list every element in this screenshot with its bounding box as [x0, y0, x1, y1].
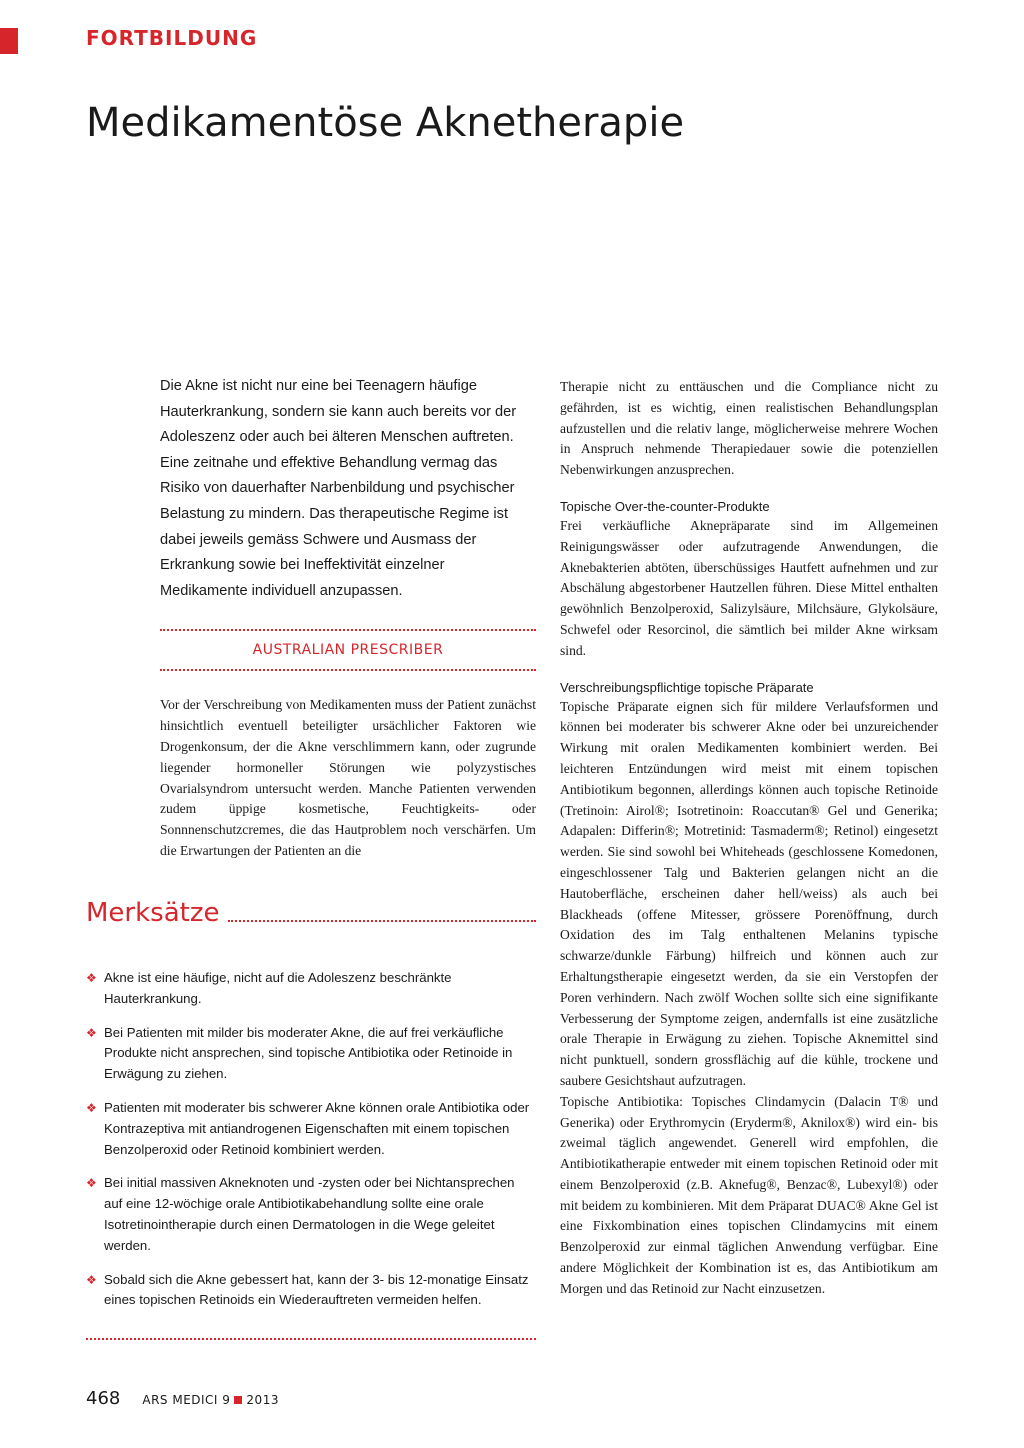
page-number: 468 [86, 1388, 121, 1409]
merksaetze-list [86, 968, 536, 1311]
merksatz-text: Akne ist eine häufige, nicht auf die Adoleszenz beschränkte Hauterkrankung. [104, 970, 452, 1006]
merksatz-text: Bei initial massiven Akneknoten und -zysten oder bei Nichtansprechen auf eine 12-wöchige orale Antibiotikabehandlung sollte eine orale Isotretinointherapie durch einen Dermatologen in die Wege geleitet werden. [104, 1175, 515, 1253]
article-title: Medikamentöse Aknetherapie [86, 100, 685, 146]
right-column [560, 377, 938, 1300]
diamond-bullet-icon: ❖ [86, 971, 97, 985]
journal-year: 2013 [246, 1393, 279, 1407]
merksatz-item [86, 1098, 536, 1160]
merksaetze-header [86, 898, 536, 928]
source-box [160, 629, 536, 671]
merksatz-text: Patienten mit moderater bis schwerer Akne können orale Antibiotika oder Kontrazeptiva mit antiandrogenen Eigenschaften mit einem topischen Benzolperoxid oder Retinoid kombiniert werden. [104, 1099, 530, 1157]
square-separator-icon [234, 1396, 242, 1404]
left-column [160, 374, 536, 862]
merksaetze-bottom-rule [86, 1338, 536, 1340]
diamond-bullet-icon: ❖ [86, 1176, 97, 1191]
lead-paragraph: Die Akne ist nicht nur eine bei Teenagern häufige Hauterkrankung, sondern sie kann auch bereits vor der Adoleszenz oder auch bei älteren Menschen auftreten. Eine zeitnahe und effektive Behandlung vermag das Risiko von dauerhafter Narbenbildung und psychischer Belastung zu mindern. Das therapeutische Regime ist dabei jeweils gemäss Schwere und Ausmass der Erkrankung sowie bei Ineffektivität einzelner Medikamente individuell anzupassen. [160, 378, 517, 599]
journal-name: ARS MEDICI 9 [142, 1393, 231, 1407]
antibiotics-paragraph: Topische Antibiotika: Topisches Clindamycin (Dalacin T® und Generika) oder Erythromycin (Eryderm®, Aknilox®) wird ein- bis zweimal täglich angewendet. Generell wird empfohlen, die Antibiotikatherapie entweder mit einem topischen Retinoid oder mit einem Benzolperoxid (z.B. Aknefug®, Benzac®, Lubexyl®) oder mit beidem zu kombinieren. Mit dem Präparat DUAC® Akne Gel ist eine Fixkombination eines topischen Clindamycins mit einem Benzolperoxid zur einmal täglichen Anwendung verfügbar. Eine andere Möglichkeit der Kombination ist es, das Antibiotikum am Morgen und das Retinoid zur Nacht einzusetzen. [560, 1093, 938, 1296]
page-footer [86, 1388, 279, 1409]
merksatz-item [86, 968, 536, 1010]
dotted-leader [228, 920, 537, 922]
diamond-bullet-icon: ❖ [86, 1100, 97, 1115]
rx-heading: Verschreibungspflichtige topische Präparate [560, 679, 814, 695]
otc-paragraph: Frei verkäufliche Aknepräparate sind im Allgemeinen Reinigungswässer oder aufzutragende Anwendungen, die Aknebakterien abtöten, überschüssiges Hautfett aufnehmen und zur Abschälung abgestorbener Hautzellen führen. Diese Mittel enthalten gewöhnlich Benzolperoxid, Salizylsäure, Milchsäure, Glykolsäure, Schwefel oder Resorcinol, die sämtlich bei milder Akne wirksam sind. [560, 517, 938, 658]
merksatz-text: Bei Patienten mit milder bis moderater Akne, die auf frei verkäufliche Produkte nicht ansprechen, sind topische Antibiotika oder Retinoide in Erwägung zu ziehen. [104, 1024, 513, 1082]
rx-paragraph: Topische Präparate eignen sich für mildere Verlaufsformen und können bei moderater bis schwerer Akne oder bei unzureichender Wirkung mit oralen Medikamenten kombiniert werden. Bei leichteren Entzündungen wird meist mit einem topischen Antibiotikum begonnen, allerdings können auch topische Retinoide (Tretinoin: Airol®; Isotretinoin: Roaccutan® Gel und Generika; Adapalen: Differin®; Motretinid: Tasmaderm®; Retinol) eingesetzt werden. Sie sind sowohl bei Whiteheads (geschlossene Komedonen, eingeschlossener Talg und Bakterien gelangen nicht an die Hautoberfläche, erscheinen daher hell/weiss) als auch bei Blackheads (offene Mitesser, grössere Porenöffnung, durch Oxidation des im Talg enthaltenen Melanins typische schwarze/dunkle Färbung) hilfreich und können auch zur Erhaltungstherapie eingesetzt werden, da sie ein Verstopfen der Poren verhindern. Nach zwölf Wochen sollte sich eine signifikante Verbesserung der Symptome zeigen, andernfalls ist eine zusätzliche orale Therapie in Erwägung zu ziehen. Topische Aknemittel sind nicht punktuell, sondern grossflächig auf die kühle, trockene und saubere Gesichtshaut aufzutragen. [560, 698, 938, 1088]
diamond-bullet-icon: ❖ [86, 1025, 97, 1040]
merksatz-item [86, 1173, 536, 1256]
merksatz-item [86, 1270, 536, 1312]
merksaetze-heading: Merksätze [86, 898, 220, 928]
merksatz-text: Sobald sich die Akne gebessert hat, kann der 3- bis 12-monatige Einsatz eines topischen Retinoids ein Wiederauftreten vermeiden helfen. [104, 1271, 529, 1308]
section-marker [0, 28, 18, 54]
otc-heading: Topische Over-the-counter-Produkte [560, 498, 770, 514]
section-label: FORTBILDUNG [86, 26, 258, 50]
diamond-bullet-icon: ❖ [86, 1272, 97, 1287]
merksaetze-box [86, 898, 536, 1324]
merksatz-item [86, 1023, 536, 1085]
journal-info [142, 1393, 279, 1407]
source-label: AUSTRALIAN PRESCRIBER [252, 642, 444, 659]
continuation-paragraph: Therapie nicht zu enttäuschen und die Compliance nicht zu gefährden, ist es wichtig, einen realistischen Behandlungsplan aufzustellen und die relativ lange, möglicherweise mehrere Wochen in Anspruch nehmende Therapiedauer sowie die potenziellen Nebenwirkungen anzusprechen. [560, 379, 938, 478]
intro-paragraph: Vor der Verschreibung von Medikamenten muss der Patient zunächst hinsichtlich eventuell beteiligter ursächlicher Faktoren wie Drogenkonsum, der die Akne verschlimmern kann, oder zugrunde liegender hormoneller Störungen wie polyzystisches Ovarialsyndrom untersucht werden. Manche Patienten verwenden zudem üppige kosmetische, Feuchtigkeits- oder Sonnnenschutzcremes, die das Hautproblem noch verschärfen. Um die Erwartungen der Patienten an die [160, 697, 536, 858]
